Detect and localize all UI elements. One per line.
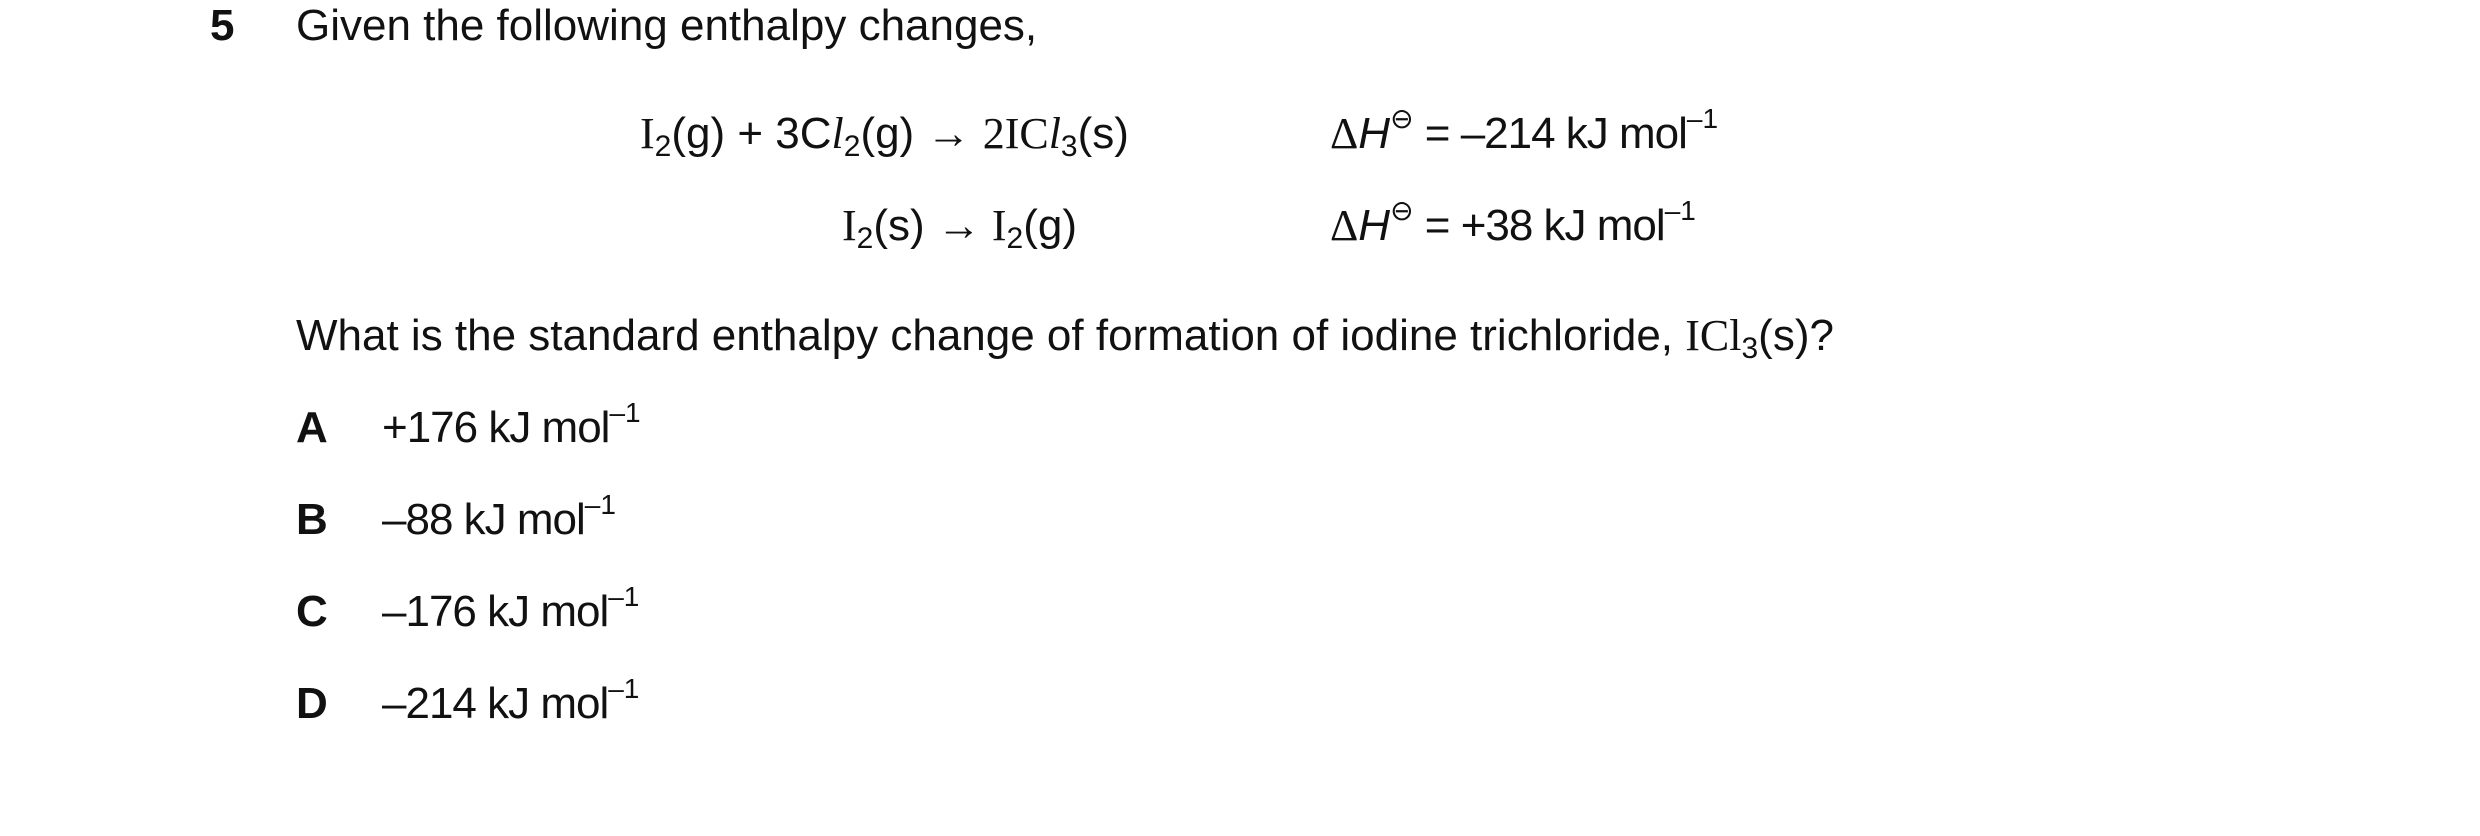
option-c-value: –176 kJ mol — [382, 587, 609, 636]
option-d-text[interactable] — [382, 674, 639, 734]
eq1-state-2: (g) — [860, 109, 915, 158]
prompt-text: What is the standard enthalpy change of formation of iodine trichloride, — [296, 311, 1686, 360]
equation-1-enthalpy — [1330, 104, 1718, 164]
eq1-chlorine-sub: 2 — [843, 130, 861, 163]
option-b[interactable] — [296, 490, 328, 550]
eq2-delta-symbol: Δ — [1330, 201, 1359, 250]
question-number: 5 — [210, 1, 235, 50]
equation-2-enthalpy — [1330, 196, 1696, 256]
option-c-letter: C — [296, 587, 328, 636]
eq2-product-state: (g) — [1023, 201, 1077, 250]
eq1-state-1: (g) + 3C — [671, 109, 832, 158]
option-c[interactable] — [296, 582, 328, 642]
prompt-species: ICl — [1685, 311, 1742, 360]
eq1-chlorine-l: l — [831, 109, 844, 158]
eq2-arrow: → — [936, 201, 981, 250]
option-a[interactable] — [296, 398, 328, 458]
eq2-product: I — [980, 201, 1007, 250]
option-d-letter: D — [296, 679, 328, 728]
prompt-species-sub: 3 — [1741, 332, 1759, 365]
option-c-sup: –1 — [608, 581, 640, 612]
option-d-sup: –1 — [608, 673, 640, 704]
eq1-product-sub: 3 — [1060, 130, 1078, 163]
eq2-h-symbol: H — [1358, 201, 1391, 250]
eq1-product-pre: 2IC — [982, 109, 1049, 158]
eq2-iodine-sub: 2 — [856, 222, 874, 255]
eq1-product-l: l — [1048, 109, 1061, 158]
option-d-value: –214 kJ mol — [382, 679, 609, 728]
eq2-product-sub: 2 — [1006, 222, 1024, 255]
eq1-arrow: → — [926, 109, 971, 158]
eq1-iodine-sub: 2 — [654, 130, 672, 163]
equation-1-reaction — [640, 104, 1129, 164]
option-a-letter: A — [296, 403, 328, 452]
option-a-value: +176 kJ mol — [382, 403, 610, 452]
eq2-iodine: I — [842, 201, 857, 250]
option-d[interactable] — [296, 674, 328, 734]
eq1-iodine: I — [640, 109, 655, 158]
option-b-text[interactable] — [382, 490, 616, 550]
option-b-value: –88 kJ mol — [382, 495, 585, 544]
prompt-end: (s)? — [1758, 311, 1834, 360]
option-b-letter: B — [296, 495, 328, 544]
equation-2-reaction — [842, 196, 1077, 256]
eq1-enthalpy-value: = –214 kJ mol — [1413, 109, 1687, 158]
question-prompt — [296, 306, 1834, 366]
eq2-unit-sup: –1 — [1664, 195, 1696, 226]
eq2-standard-symbol: ⊖ — [1390, 195, 1414, 226]
option-a-sup: –1 — [609, 397, 641, 428]
option-c-text[interactable] — [382, 582, 639, 642]
eq1-h-symbol: H — [1358, 109, 1391, 158]
eq1-standard-symbol: ⊖ — [1390, 103, 1414, 134]
eq2-enthalpy-value: = +38 kJ mol — [1413, 201, 1665, 250]
option-a-text[interactable] — [382, 398, 641, 458]
question-stem: Given the following enthalpy changes, — [296, 1, 1038, 50]
eq2-state-1: (s) — [873, 201, 937, 250]
option-b-sup: –1 — [584, 489, 616, 520]
eq1-delta-symbol: Δ — [1330, 109, 1359, 158]
eq1-unit-sup: –1 — [1686, 103, 1719, 134]
eq1-product-state: (s) — [1077, 109, 1129, 158]
